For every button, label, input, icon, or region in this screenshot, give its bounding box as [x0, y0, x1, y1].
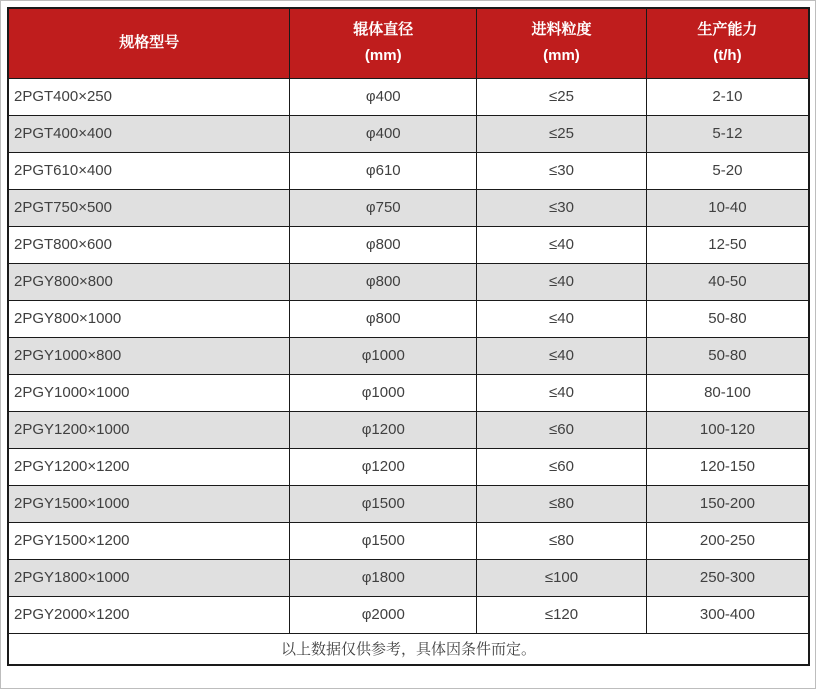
- cell-diameter: φ800: [290, 300, 477, 337]
- cell-diameter: φ400: [290, 115, 477, 152]
- header-row: [8, 8, 809, 78]
- header-cell-model: [8, 8, 290, 78]
- cell-diameter: φ1000: [290, 337, 477, 374]
- cell-feed-size: ≤60: [477, 448, 647, 485]
- cell-capacity: 5-20: [646, 152, 809, 189]
- cell-model: 2PGY1000×1000: [8, 374, 290, 411]
- cell-capacity: 10-40: [646, 189, 809, 226]
- cell-feed-size: ≤30: [477, 189, 647, 226]
- table-row: [8, 263, 809, 300]
- table-row: [8, 596, 809, 633]
- cell-feed-size: ≤40: [477, 337, 647, 374]
- header-feed-size-unit: (mm): [543, 47, 580, 65]
- cell-model: 2PGY1800×1000: [8, 559, 290, 596]
- header-cell-feed-size: [477, 8, 647, 78]
- header-capacity-title: 生产能力: [697, 21, 758, 39]
- cell-capacity: 50-80: [646, 337, 809, 374]
- cell-model: 2PGY2000×1200: [8, 596, 290, 633]
- cell-feed-size: ≤30: [477, 152, 647, 189]
- cell-model: 2PGY1500×1000: [8, 485, 290, 522]
- cell-capacity: 300-400: [646, 596, 809, 633]
- cell-capacity: 5-12: [646, 115, 809, 152]
- table-row: [8, 337, 809, 374]
- cell-capacity: 80-100: [646, 374, 809, 411]
- cell-model: 2PGY1200×1000: [8, 411, 290, 448]
- cell-model: 2PGY800×1000: [8, 300, 290, 337]
- cell-diameter: φ1200: [290, 411, 477, 448]
- cell-capacity: 120-150: [646, 448, 809, 485]
- cell-feed-size: ≤40: [477, 263, 647, 300]
- cell-model: 2PGT400×250: [8, 78, 290, 115]
- cell-diameter: φ1200: [290, 448, 477, 485]
- cell-feed-size: ≤80: [477, 485, 647, 522]
- header-diameter-unit: (mm): [364, 47, 402, 65]
- cell-capacity: 2-10: [646, 78, 809, 115]
- header-feed-size-title: 进料粒度: [531, 21, 592, 39]
- table-row: [8, 448, 809, 485]
- cell-model: 2PGT750×500: [8, 189, 290, 226]
- cell-model: 2PGT400×400: [8, 115, 290, 152]
- cell-capacity: 150-200: [646, 485, 809, 522]
- table-row: [8, 559, 809, 596]
- footer-row: [8, 633, 809, 665]
- header-cell-capacity: [646, 8, 809, 78]
- table-row: [8, 115, 809, 152]
- table-row: [8, 374, 809, 411]
- cell-feed-size: ≤40: [477, 226, 647, 263]
- table-row: [8, 226, 809, 263]
- cell-model: 2PGY1000×800: [8, 337, 290, 374]
- cell-diameter: φ800: [290, 263, 477, 300]
- table-row: [8, 152, 809, 189]
- header-model-title: 规格型号: [119, 34, 180, 52]
- cell-capacity: 250-300: [646, 559, 809, 596]
- cell-feed-size: ≤80: [477, 522, 647, 559]
- cell-model: 2PGT610×400: [8, 152, 290, 189]
- cell-feed-size: ≤40: [477, 300, 647, 337]
- cell-feed-size: ≤40: [477, 374, 647, 411]
- cell-model: 2PGY1200×1200: [8, 448, 290, 485]
- cell-capacity: 40-50: [646, 263, 809, 300]
- cell-feed-size: ≤25: [477, 115, 647, 152]
- cell-diameter: φ1000: [290, 374, 477, 411]
- cell-diameter: φ400: [290, 78, 477, 115]
- footer-note: 以上数据仅供参考，具体因条件而定。: [8, 633, 809, 665]
- header-diameter-title: 辊体直径: [353, 21, 414, 39]
- table-row: [8, 300, 809, 337]
- cell-feed-size: ≤100: [477, 559, 647, 596]
- cell-diameter: φ2000: [290, 596, 477, 633]
- cell-feed-size: ≤60: [477, 411, 647, 448]
- table-row: [8, 78, 809, 115]
- header-cell-diameter: [290, 8, 477, 78]
- cell-capacity: 100-120: [646, 411, 809, 448]
- cell-diameter: φ1500: [290, 522, 477, 559]
- spec-table: [7, 7, 810, 666]
- cell-diameter: φ800: [290, 226, 477, 263]
- cell-feed-size: ≤120: [477, 596, 647, 633]
- cell-capacity: 50-80: [646, 300, 809, 337]
- cell-diameter: φ1500: [290, 485, 477, 522]
- cell-model: 2PGY1500×1200: [8, 522, 290, 559]
- cell-diameter: φ610: [290, 152, 477, 189]
- cell-diameter: φ750: [290, 189, 477, 226]
- table-row: [8, 485, 809, 522]
- cell-model: 2PGT800×600: [8, 226, 290, 263]
- cell-feed-size: ≤25: [477, 78, 647, 115]
- header-capacity-unit: (t/h): [713, 47, 742, 65]
- cell-model: 2PGY800×800: [8, 263, 290, 300]
- cell-diameter: φ1800: [290, 559, 477, 596]
- table-row: [8, 522, 809, 559]
- table-row: [8, 411, 809, 448]
- cell-capacity: 12-50: [646, 226, 809, 263]
- table-row: [8, 189, 809, 226]
- cell-capacity: 200-250: [646, 522, 809, 559]
